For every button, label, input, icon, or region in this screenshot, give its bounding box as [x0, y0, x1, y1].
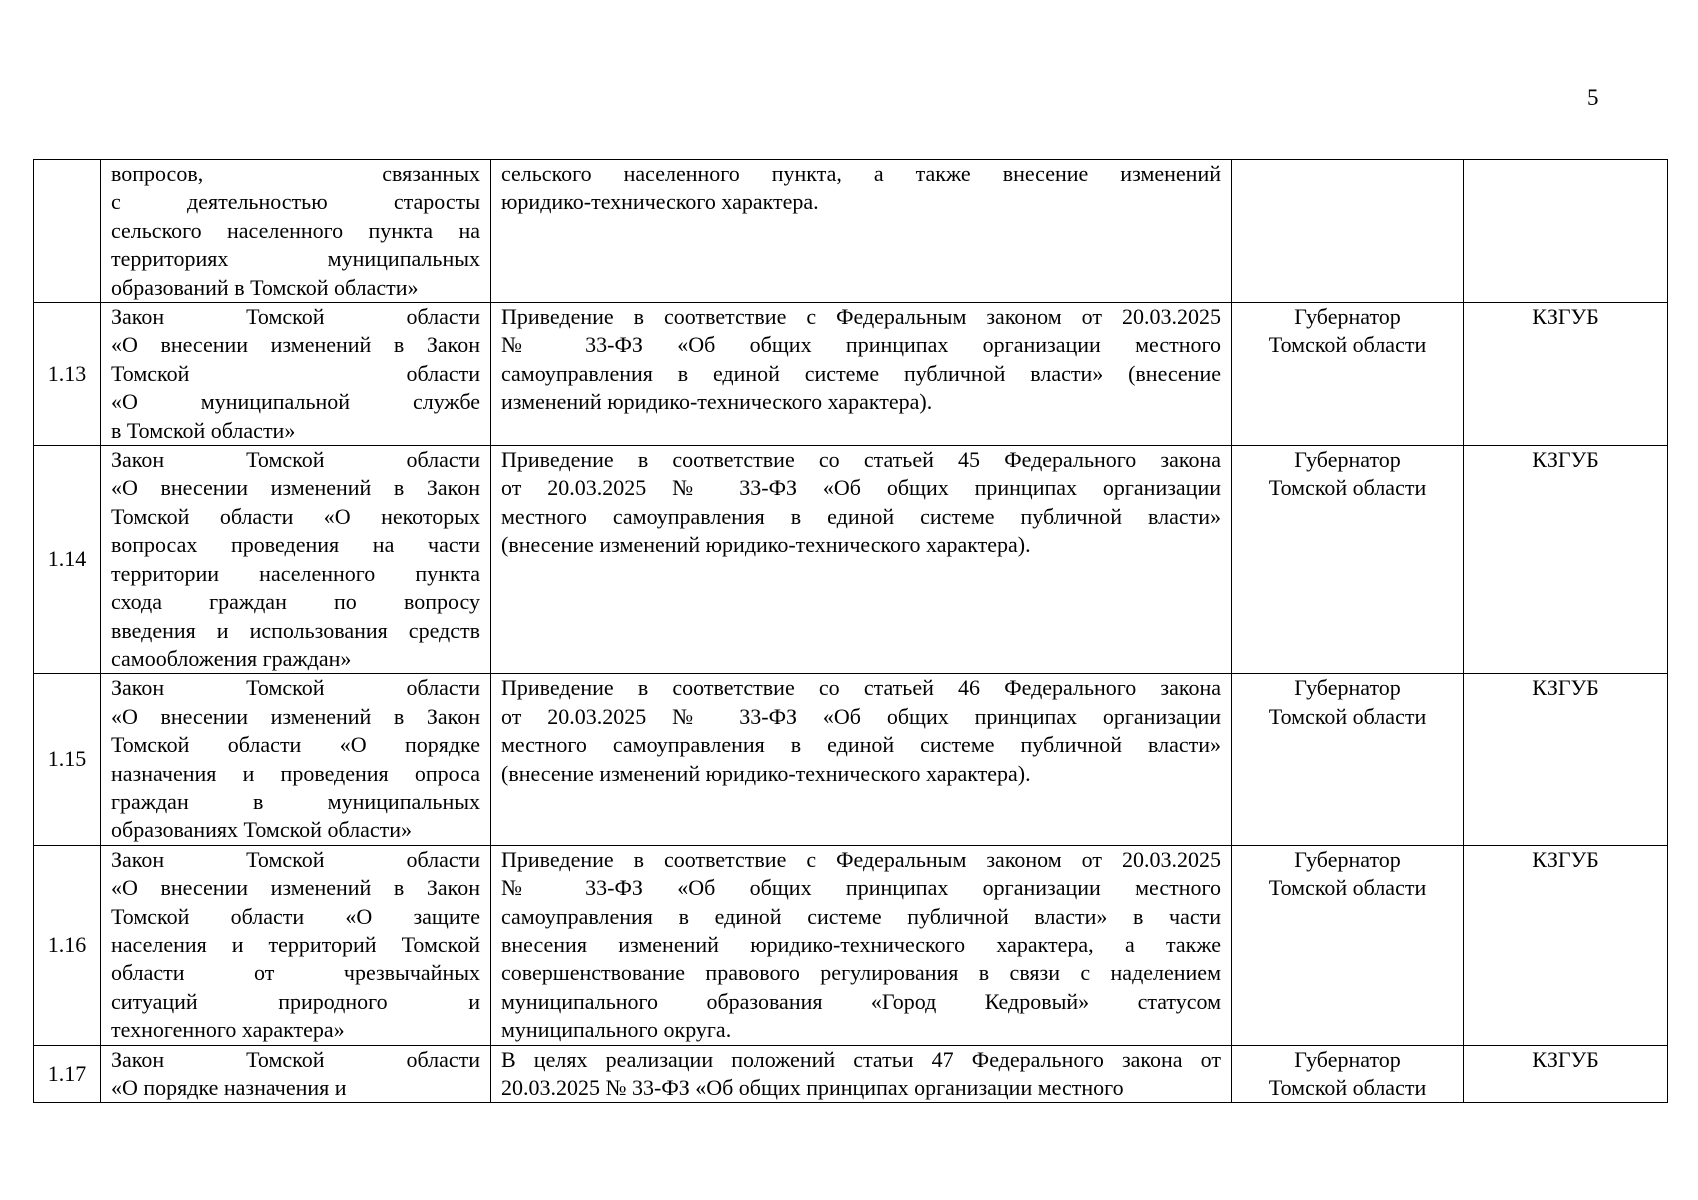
goal-line: муниципального округа.: [501, 1017, 732, 1043]
table-row: [34, 845, 1668, 1045]
law-title-cell: [101, 1045, 491, 1103]
goal-cell: [491, 446, 1232, 674]
law-title-line: Закон Томской области: [111, 304, 480, 330]
law-title-cell: [101, 845, 491, 1045]
law-title-line: Томской области «О защите: [111, 903, 480, 929]
law-title-line: Закон Томской области: [111, 1046, 480, 1072]
developer-cell: [1232, 845, 1464, 1045]
goal-cell: [491, 160, 1232, 303]
goal-line: муниципального образования «Город Кедровый» статусом: [501, 988, 1221, 1014]
law-title-line: «О внесении изменений в Закон: [111, 875, 480, 901]
law-title-line: «О внесении изменений в Закон: [111, 332, 480, 358]
table-row: [34, 303, 1668, 446]
table-row: [34, 446, 1668, 674]
law-title-line: Томской области «О порядке: [111, 732, 480, 758]
row-number: 1.14: [34, 446, 101, 674]
row-number: 1.16: [34, 845, 101, 1045]
goal-line: от 20.03.2025 № 33-ФЗ «Об общих принципах организации: [501, 475, 1221, 501]
developer-cell: [1232, 446, 1464, 674]
developer-cell: [1232, 160, 1464, 303]
goal-line: (внесение изменений юридико-технического характера).: [501, 532, 1031, 558]
law-title-line: ситуаций природного и: [111, 988, 480, 1014]
row-number: 1.17: [34, 1045, 101, 1103]
law-title-line: Томской области: [111, 360, 480, 386]
goal-cell: [491, 674, 1232, 845]
goal-cell: [491, 303, 1232, 446]
law-title-line: самообложения граждан»: [111, 645, 352, 671]
law-title-cell: [101, 160, 491, 303]
table-body: [34, 160, 1668, 1103]
goal-cell: [491, 845, 1232, 1045]
law-title-cell: [101, 303, 491, 446]
developer-cell: [1232, 674, 1464, 845]
law-title-line: «О внесении изменений в Закон: [111, 475, 480, 501]
goal-line: сельского населенного пункта, а также внесение изменений: [501, 161, 1221, 186]
law-title-line: территории населенного пункта: [111, 560, 480, 586]
law-title-line: введения и использования средств: [111, 617, 480, 643]
responsible-cell: КЗГУБ: [1464, 303, 1668, 446]
goal-line: Приведение в соответствие со статьей 46 Федерального закона: [501, 675, 1221, 701]
responsible-cell: [1464, 160, 1668, 303]
row-number: 1.15: [34, 674, 101, 845]
goal-line: самоуправления в единой системе публичной власти» (внесение: [501, 360, 1221, 386]
goal-line: Приведение в соответствие со статьей 45 Федерального закона: [501, 447, 1221, 473]
developer-line: Губернатор: [1294, 447, 1401, 473]
law-title-line: «О внесении изменений в Закон: [111, 703, 480, 729]
law-title-line: территориях муниципальных: [111, 246, 480, 272]
law-title-cell: [101, 446, 491, 674]
developer-line: Томской области: [1268, 475, 1427, 501]
law-title-line: сельского населенного пункта на: [111, 217, 480, 243]
row-number: 1.13: [34, 303, 101, 446]
goal-line: № 33-ФЗ «Об общих принципах организации местного: [501, 875, 1221, 901]
developer-cell: [1232, 303, 1464, 446]
developer-line: Губернатор: [1294, 304, 1401, 330]
responsible-cell: КЗГУБ: [1464, 674, 1668, 845]
responsible-cell: КЗГУБ: [1464, 845, 1668, 1045]
law-title-line: назначения и проведения опроса: [111, 760, 480, 786]
developer-line: Губернатор: [1294, 675, 1401, 701]
law-title-line: с деятельностью старосты: [111, 189, 480, 215]
legislation-plan-table: [33, 159, 1668, 1103]
responsible-cell: КЗГУБ: [1464, 1045, 1668, 1103]
developer-line: Томской области: [1268, 875, 1427, 901]
goal-line: Приведение в соответствие с Федеральным законом от 20.03.2025: [501, 846, 1221, 872]
goal-line: В целях реализации положений статьи 47 Федерального закона от: [501, 1046, 1221, 1072]
law-title-line: «О муниципальной службе: [111, 389, 480, 415]
goal-cell: [491, 1045, 1232, 1103]
developer-line: Губернатор: [1294, 1046, 1401, 1072]
goal-line: Приведение в соответствие с Федеральным законом от 20.03.2025: [501, 304, 1221, 330]
law-title-line: техногенного характера»: [111, 1017, 345, 1043]
row-number: [34, 160, 101, 303]
goal-line: № 33-ФЗ «Об общих принципах организации местного: [501, 332, 1221, 358]
law-title-line: вопросах проведения на части: [111, 532, 480, 558]
law-title-line: Закон Томской области: [111, 675, 480, 701]
law-title-line: Закон Томской области: [111, 447, 480, 473]
goal-line: изменений юридико-технического характера).: [501, 389, 933, 415]
developer-line: Томской области: [1268, 1075, 1427, 1100]
responsible-cell: КЗГУБ: [1464, 446, 1668, 674]
developer-line: Губернатор: [1294, 846, 1401, 872]
law-title-line: «О порядке назначения и: [111, 1075, 347, 1100]
law-title-line: Закон Томской области: [111, 846, 480, 872]
law-title-line: вопросов, связанных: [111, 161, 480, 186]
goal-line: самоуправления в единой системе публичной власти» в части: [501, 903, 1221, 929]
law-title-line: граждан в муниципальных: [111, 788, 480, 814]
goal-line: от 20.03.2025 № 33-ФЗ «Об общих принципах организации: [501, 703, 1221, 729]
goal-line: внесения изменений юридико-технического характера, а также: [501, 931, 1221, 957]
goal-line: местного самоуправления в единой системе публичной власти»: [501, 732, 1221, 758]
goal-line: юридико-технического характера.: [501, 189, 819, 215]
law-title-line: образований в Томской области»: [111, 274, 419, 300]
page-number: 5: [1587, 85, 1599, 110]
law-title-line: в Томской области»: [111, 417, 296, 443]
developer-line: Томской области: [1268, 703, 1427, 729]
goal-line: местного самоуправления в единой системе публичной власти»: [501, 503, 1221, 529]
goal-line: (внесение изменений юридико-технического характера).: [501, 760, 1031, 786]
goal-line: совершенствование правового регулирования в связи с наделением: [501, 960, 1221, 986]
goal-line: 20.03.2025 № 33-ФЗ «Об общих принципах организации местного: [501, 1075, 1124, 1100]
developer-cell: [1232, 1045, 1464, 1103]
law-title-line: Томской области «О некоторых: [111, 503, 480, 529]
table-row: [34, 1045, 1668, 1103]
law-title-line: области от чрезвычайных: [111, 960, 480, 986]
law-title-line: населения и территорий Томской: [111, 931, 480, 957]
table-row: [34, 674, 1668, 845]
law-title-cell: [101, 674, 491, 845]
law-title-line: образованиях Томской области»: [111, 817, 412, 843]
developer-line: Томской области: [1268, 332, 1427, 358]
law-title-line: схода граждан по вопросу: [111, 589, 480, 615]
table-row: [34, 160, 1668, 303]
